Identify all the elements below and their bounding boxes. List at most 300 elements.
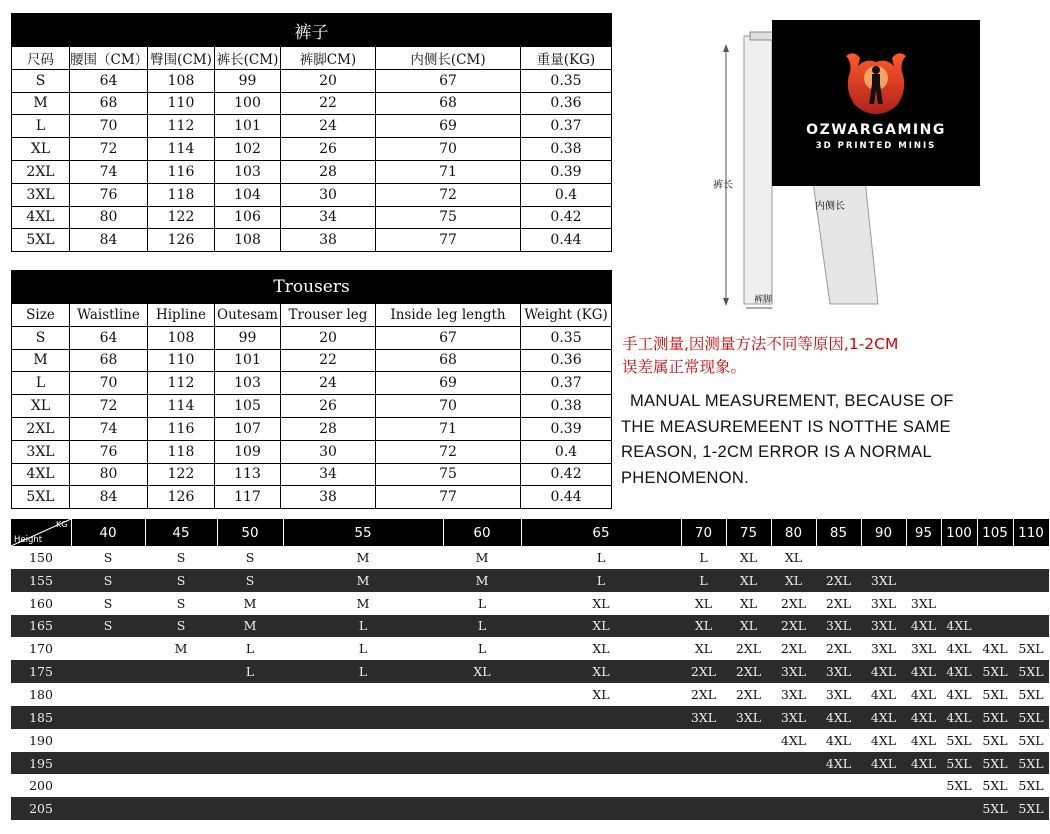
- size-cell: 5XL: [977, 683, 1013, 706]
- size-cell: [771, 774, 816, 797]
- table-cell: 114: [148, 395, 215, 418]
- table-cell: 69: [376, 372, 521, 395]
- table-cell: 4XL: [12, 463, 70, 486]
- table-cell: 28: [281, 160, 376, 183]
- size-cell: [283, 683, 443, 706]
- size-cell: 4XL: [861, 683, 906, 706]
- size-cell: [681, 729, 726, 752]
- table-row: [12, 92, 612, 115]
- table-cell: 0.39: [521, 417, 612, 440]
- size-cell: 2XL: [726, 660, 771, 683]
- size-cell: 4XL: [861, 706, 906, 729]
- table-row: [12, 206, 612, 229]
- size-cell: [771, 797, 816, 820]
- size-cell: [977, 592, 1013, 615]
- length-arrow-head-top: [723, 44, 729, 52]
- size-cell: [521, 774, 681, 797]
- size-cell: L: [521, 569, 681, 592]
- warrior-emblem-icon: [836, 48, 916, 118]
- table-cell: 0.36: [521, 349, 612, 372]
- size-cell: 5XL: [1013, 797, 1049, 820]
- size-cell: [145, 706, 217, 729]
- size-cell: L: [217, 637, 283, 660]
- size-cell: 5XL: [1013, 706, 1049, 729]
- note-cn-line-2: 误差属正常现象。: [622, 358, 747, 376]
- column-header: 裤脚CM): [281, 47, 376, 70]
- table-cell: 0.36: [521, 92, 612, 115]
- table-cell: 75: [376, 463, 521, 486]
- table-cell: M: [12, 92, 70, 115]
- size-cell: [726, 729, 771, 752]
- table-title-row: [12, 271, 612, 304]
- table-cell: 70: [376, 395, 521, 418]
- table-cell: 116: [148, 160, 215, 183]
- size-cell: 3XL: [771, 706, 816, 729]
- table-title: Trousers: [12, 271, 612, 304]
- table-cell: 126: [148, 486, 215, 509]
- size-cell: [977, 546, 1013, 569]
- size-cell: M: [145, 637, 217, 660]
- size-table-en: [11, 270, 612, 509]
- column-header: Outesam: [215, 304, 281, 327]
- table-cell: 84: [70, 229, 148, 252]
- size-cell: S: [145, 569, 217, 592]
- size-cell: [71, 660, 145, 683]
- size-cell: 4XL: [906, 683, 941, 706]
- brand-name: OZWARGAMING: [806, 122, 946, 138]
- size-cell: 2XL: [816, 592, 861, 615]
- table-cell: 0.35: [521, 326, 612, 349]
- table-cell: 72: [376, 183, 521, 206]
- size-cell: [443, 729, 521, 752]
- chart-row: [11, 660, 1049, 683]
- measurement-note-cn: [622, 333, 992, 379]
- column-header: 臀围(CM): [148, 47, 215, 70]
- table-cell: 3XL: [12, 440, 70, 463]
- note-en-line-4: PHENOMENON.: [621, 468, 749, 487]
- size-cell: XL: [771, 569, 816, 592]
- size-cell: L: [681, 546, 726, 569]
- table-row: [12, 160, 612, 183]
- table-row: [12, 115, 612, 138]
- table-cell: 70: [376, 138, 521, 161]
- table-cell: 0.38: [521, 138, 612, 161]
- note-en-line-2: THE MEASUREMEENT IS NOTTHE SAME: [621, 417, 951, 436]
- table-row: [12, 417, 612, 440]
- size-cell: [443, 774, 521, 797]
- size-cell: 4XL: [941, 706, 977, 729]
- table-cell: 0.37: [521, 115, 612, 138]
- size-cell: [816, 797, 861, 820]
- table-cell: 68: [376, 92, 521, 115]
- table-cell: 28: [281, 417, 376, 440]
- size-cell: 2XL: [681, 660, 726, 683]
- table-cell: 72: [376, 440, 521, 463]
- size-cell: 3XL: [816, 615, 861, 638]
- size-cell: S: [71, 615, 145, 638]
- size-cell: [861, 797, 906, 820]
- weight-header: 90: [861, 519, 906, 546]
- size-cell: 4XL: [861, 752, 906, 775]
- size-cell: M: [217, 592, 283, 615]
- size-cell: [145, 797, 217, 820]
- table-row: [12, 463, 612, 486]
- size-cell: L: [217, 660, 283, 683]
- table-cell: 108: [148, 69, 215, 92]
- table-cell: 122: [148, 463, 215, 486]
- length-label: 裤长: [713, 180, 733, 191]
- table-header-row: [12, 47, 612, 70]
- table-cell: 34: [281, 206, 376, 229]
- size-cell: 2XL: [771, 637, 816, 660]
- note-en-line-1: [621, 389, 991, 415]
- size-cell: XL: [681, 615, 726, 638]
- table-row: [12, 229, 612, 252]
- size-cell: [977, 615, 1013, 638]
- size-cell: 4XL: [906, 706, 941, 729]
- size-cell: [977, 569, 1013, 592]
- weight-header: 60: [443, 519, 521, 546]
- size-cell: 5XL: [1013, 752, 1049, 775]
- table-cell: 110: [148, 92, 215, 115]
- chart-row: [11, 615, 1049, 638]
- size-cell: 5XL: [977, 774, 1013, 797]
- size-cell: M: [443, 569, 521, 592]
- length-arrow-head-bottom: [723, 298, 729, 306]
- table-row: [12, 326, 612, 349]
- table-cell: 105: [215, 395, 281, 418]
- size-cell: 4XL: [816, 706, 861, 729]
- table-cell: 104: [215, 183, 281, 206]
- size-cell: 3XL: [771, 660, 816, 683]
- table-cell: L: [12, 115, 70, 138]
- column-header: Waistline: [70, 304, 148, 327]
- size-cell: XL: [681, 592, 726, 615]
- table-cell: 84: [70, 486, 148, 509]
- table-cell: 24: [281, 372, 376, 395]
- height-cell: 160: [11, 592, 71, 615]
- table-cell: 22: [281, 349, 376, 372]
- size-cell: XL: [521, 660, 681, 683]
- column-header: Size: [12, 304, 70, 327]
- table-cell: 3XL: [12, 183, 70, 206]
- size-cell: 3XL: [816, 683, 861, 706]
- table-cell: S: [12, 69, 70, 92]
- table-cell: 64: [70, 69, 148, 92]
- size-cell: 4XL: [861, 660, 906, 683]
- table-cell: 20: [281, 69, 376, 92]
- size-cell: 3XL: [681, 706, 726, 729]
- size-cell: [217, 752, 283, 775]
- size-cell: [71, 797, 145, 820]
- size-cell: 2XL: [771, 615, 816, 638]
- table-cell: 118: [148, 183, 215, 206]
- size-cell: [816, 774, 861, 797]
- size-cell: 3XL: [861, 615, 906, 638]
- weight-header: 55: [283, 519, 443, 546]
- size-cell: 4XL: [906, 615, 941, 638]
- chart-row: [11, 683, 1049, 706]
- weight-header: 70: [681, 519, 726, 546]
- size-cell: [217, 729, 283, 752]
- inseam-label: 内侧长: [815, 201, 845, 212]
- table-header-row: [12, 304, 612, 327]
- size-cell: [71, 729, 145, 752]
- chart-row: [11, 637, 1049, 660]
- table-cell: 2XL: [12, 160, 70, 183]
- size-cell: XL: [443, 660, 521, 683]
- table-cell: 4XL: [12, 206, 70, 229]
- table-cell: 113: [215, 463, 281, 486]
- size-cell: 2XL: [816, 637, 861, 660]
- size-cell: [443, 706, 521, 729]
- chart-row: [11, 569, 1049, 592]
- size-cell: XL: [726, 615, 771, 638]
- size-cell: L: [443, 637, 521, 660]
- size-cell: S: [71, 592, 145, 615]
- weight-header: 85: [816, 519, 861, 546]
- size-cell: [145, 774, 217, 797]
- table-cell: 76: [70, 440, 148, 463]
- height-cell: 205: [11, 797, 71, 820]
- table-cell: 102: [215, 138, 281, 161]
- weight-header: 110: [1013, 519, 1049, 546]
- size-cell: 3XL: [726, 706, 771, 729]
- size-cell: M: [217, 615, 283, 638]
- table-cell: 109: [215, 440, 281, 463]
- size-cell: [145, 660, 217, 683]
- weight-header: 75: [726, 519, 771, 546]
- size-cell: [217, 683, 283, 706]
- measurement-note-en: [621, 389, 991, 491]
- size-cell: 3XL: [861, 592, 906, 615]
- size-cell: L: [283, 660, 443, 683]
- table-cell: 0.42: [521, 463, 612, 486]
- size-cell: XL: [521, 683, 681, 706]
- weight-header: 80: [771, 519, 816, 546]
- size-cell: 3XL: [906, 637, 941, 660]
- size-cell: [71, 774, 145, 797]
- size-cell: M: [283, 546, 443, 569]
- size-cell: 3XL: [816, 660, 861, 683]
- table-row: [12, 440, 612, 463]
- weight-header: 95: [906, 519, 941, 546]
- size-cell: L: [521, 546, 681, 569]
- note-en-line-1-text: MANUAL MEASUREMENT, BECAUSE OF: [630, 392, 954, 410]
- chart-row: [11, 592, 1049, 615]
- table-cell: 71: [376, 417, 521, 440]
- height-cell: 175: [11, 660, 71, 683]
- size-cell: 3XL: [771, 683, 816, 706]
- size-cell: [906, 774, 941, 797]
- chart-header-row: [11, 519, 1049, 546]
- size-cell: XL: [726, 569, 771, 592]
- size-cell: [283, 797, 443, 820]
- size-cell: [217, 774, 283, 797]
- size-cell: 5XL: [941, 752, 977, 775]
- table-cell: M: [12, 349, 70, 372]
- height-cell: 190: [11, 729, 71, 752]
- size-cell: 5XL: [1013, 729, 1049, 752]
- height-cell: 155: [11, 569, 71, 592]
- table-cell: 122: [148, 206, 215, 229]
- table-row: [12, 69, 612, 92]
- table-cell: 22: [281, 92, 376, 115]
- size-cell: L: [443, 615, 521, 638]
- table-cell: 108: [148, 326, 215, 349]
- size-cell: [906, 546, 941, 569]
- table-row: [12, 349, 612, 372]
- table-cell: XL: [12, 138, 70, 161]
- table-cell: 67: [376, 69, 521, 92]
- chart-row: [11, 729, 1049, 752]
- size-cell: [726, 797, 771, 820]
- height-cell: 170: [11, 637, 71, 660]
- size-cell: [726, 752, 771, 775]
- hem-label: 裤脚: [754, 295, 773, 305]
- weight-header: 45: [145, 519, 217, 546]
- size-cell: S: [71, 546, 145, 569]
- size-cell: 4XL: [906, 660, 941, 683]
- weight-header: 65: [521, 519, 681, 546]
- weight-header: 50: [217, 519, 283, 546]
- size-cell: 4XL: [906, 729, 941, 752]
- size-cell: [71, 752, 145, 775]
- table-cell: 69: [376, 115, 521, 138]
- size-cell: XL: [726, 592, 771, 615]
- column-header: Hipline: [148, 304, 215, 327]
- size-cell: XL: [521, 637, 681, 660]
- table-row: [12, 183, 612, 206]
- size-cell: 4XL: [977, 637, 1013, 660]
- table-cell: 64: [70, 326, 148, 349]
- size-cell: [861, 774, 906, 797]
- table-cell: 103: [215, 372, 281, 395]
- size-cell: 4XL: [906, 752, 941, 775]
- table-cell: 80: [70, 206, 148, 229]
- size-cell: 4XL: [941, 637, 977, 660]
- table-cell: 0.4: [521, 183, 612, 206]
- height-weight-size-chart: [11, 519, 1050, 820]
- table-cell: 75: [376, 206, 521, 229]
- size-cell: [941, 546, 977, 569]
- size-cell: [941, 569, 977, 592]
- size-cell: 2XL: [726, 637, 771, 660]
- size-cell: [1013, 615, 1049, 638]
- table-cell: 101: [215, 349, 281, 372]
- size-cell: XL: [771, 546, 816, 569]
- size-cell: M: [443, 546, 521, 569]
- table-cell: 30: [281, 440, 376, 463]
- table-cell: 38: [281, 486, 376, 509]
- size-cell: [906, 569, 941, 592]
- size-cell: M: [283, 569, 443, 592]
- table-cell: 68: [70, 349, 148, 372]
- table-cell: L: [12, 372, 70, 395]
- table-title: 裤子: [12, 14, 612, 47]
- table-cell: 34: [281, 463, 376, 486]
- table-cell: 118: [148, 440, 215, 463]
- note-en-line-3: REASON, 1-2CM ERROR IS A NORMAL: [621, 443, 932, 461]
- size-cell: 3XL: [861, 569, 906, 592]
- left-leg-shape: [744, 36, 772, 304]
- size-cell: 4XL: [941, 660, 977, 683]
- table-row: [12, 395, 612, 418]
- chart-corner-cell: [11, 519, 71, 546]
- size-cell: L: [443, 592, 521, 615]
- table-cell: 68: [70, 92, 148, 115]
- table-cell: 38: [281, 229, 376, 252]
- size-cell: [726, 774, 771, 797]
- size-cell: S: [217, 569, 283, 592]
- size-cell: 5XL: [941, 729, 977, 752]
- table-cell: 71: [376, 160, 521, 183]
- corner-height-label: Height: [14, 535, 43, 545]
- chart-row: [11, 797, 1049, 820]
- size-cell: 4XL: [816, 729, 861, 752]
- table-cell: 114: [148, 138, 215, 161]
- size-cell: [71, 637, 145, 660]
- size-cell: [1013, 546, 1049, 569]
- table-cell: 107: [215, 417, 281, 440]
- size-cell: [71, 706, 145, 729]
- table-cell: 26: [281, 138, 376, 161]
- size-cell: [521, 752, 681, 775]
- table-cell: 70: [70, 115, 148, 138]
- table-cell: 100: [215, 92, 281, 115]
- column-header: 裤长(CM): [215, 47, 281, 70]
- table-cell: 99: [215, 69, 281, 92]
- size-cell: [71, 683, 145, 706]
- size-cell: 2XL: [681, 683, 726, 706]
- size-cell: 4XL: [816, 752, 861, 775]
- size-cell: 5XL: [977, 752, 1013, 775]
- size-cell: XL: [521, 615, 681, 638]
- table-cell: 0.35: [521, 69, 612, 92]
- table-cell: 30: [281, 183, 376, 206]
- height-cell: 185: [11, 706, 71, 729]
- size-cell: 5XL: [1013, 660, 1049, 683]
- table-cell: 70: [70, 372, 148, 395]
- size-cell: 4XL: [941, 683, 977, 706]
- size-cell: [1013, 569, 1049, 592]
- chart-row: [11, 774, 1049, 797]
- table-cell: 72: [70, 138, 148, 161]
- column-header: 腰围（CM）: [70, 47, 148, 70]
- table-cell: 76: [70, 183, 148, 206]
- height-cell: 200: [11, 774, 71, 797]
- table-cell: 74: [70, 160, 148, 183]
- table-cell: 0.44: [521, 229, 612, 252]
- size-cell: 5XL: [1013, 774, 1049, 797]
- size-cell: [217, 706, 283, 729]
- size-cell: XL: [726, 546, 771, 569]
- size-cell: S: [217, 546, 283, 569]
- size-cell: 5XL: [977, 660, 1013, 683]
- size-cell: [906, 797, 941, 820]
- table-cell: S: [12, 326, 70, 349]
- size-cell: [681, 752, 726, 775]
- size-cell: S: [145, 615, 217, 638]
- size-cell: 2XL: [726, 683, 771, 706]
- height-cell: 150: [11, 546, 71, 569]
- table-cell: 101: [215, 115, 281, 138]
- size-cell: [145, 729, 217, 752]
- height-cell: 195: [11, 752, 71, 775]
- table-cell: 0.42: [521, 206, 612, 229]
- table-cell: 68: [376, 349, 521, 372]
- size-cell: [941, 592, 977, 615]
